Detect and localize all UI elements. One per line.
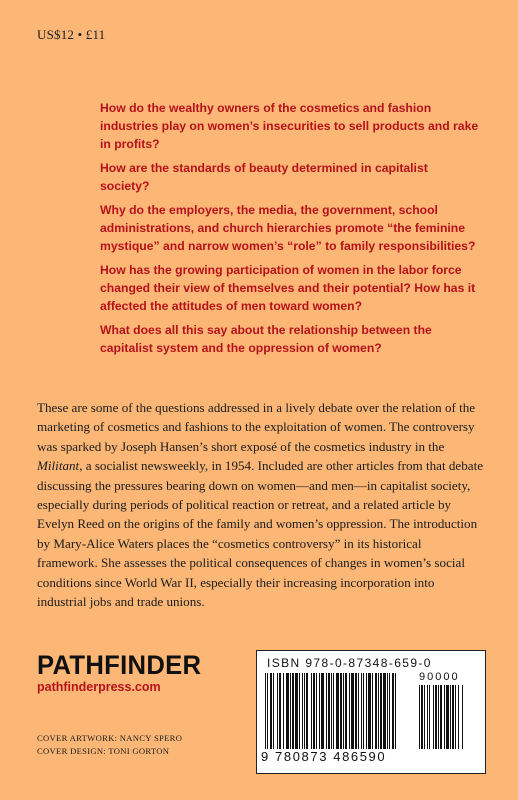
isbn-barcode: [256, 650, 486, 774]
barcode-bar: [427, 685, 428, 749]
barcode-bar: [372, 673, 373, 749]
publisher-logo: [37, 651, 210, 694]
barcode-bar: [313, 673, 315, 749]
barcode-bar: [290, 673, 291, 749]
barcode-bar: [363, 673, 364, 749]
barcode-bar: [421, 685, 423, 749]
question-item: How do the wealthy owners of the cosmetics and fashion industries play on women’s insecurities to sell products and rake in profits?: [100, 101, 479, 151]
barcode-bar: [392, 673, 394, 749]
barcode-bar: [340, 673, 342, 749]
description-text: [37, 398, 485, 611]
price-label: US$12 • £11: [37, 27, 106, 42]
barcode-bar: [452, 685, 454, 749]
barcode-bar: [395, 673, 396, 749]
barcode-bar: [295, 673, 298, 749]
barcode-bar: [299, 673, 300, 749]
barcode-bar: [419, 685, 420, 749]
barcode-bar: [358, 673, 359, 749]
barcode-bar: [336, 673, 339, 749]
barcode-bar: [380, 673, 382, 749]
barcode-bar: [366, 673, 367, 749]
barcode-bar: [378, 673, 379, 749]
barcode-bar: [286, 673, 289, 749]
description-part-2: , a socialist newsweekly, in 1954. Included are other articles from that debate discussing the pressures bearing down on women—and men—in capitalist society, especially during periods of political reaction or retreat, and a related article by Evelyn Reed on the origins of the family and women’s oppression. The introduction by Mary-Alice Waters places the “cosmetics controversy” in its historical framework. She assesses the political consequences of changes in women’s social conditions since World War II, especially their increasing incorporation into industrial jobs and trade unions.: [37, 458, 484, 610]
barcode-bar: [343, 673, 344, 749]
barcode-bar: [349, 673, 350, 749]
barcode-bar: [302, 673, 303, 749]
barcode-bar: [462, 685, 463, 749]
barcode-bar: [435, 685, 437, 749]
barcode-bar: [270, 673, 272, 749]
barcode-bar: [316, 673, 317, 749]
question-item: What does all this say about the relationship between the capitalist system and the oppression of women?: [100, 323, 432, 355]
barcode-bar: [306, 673, 308, 749]
barcode-bar: [387, 673, 388, 749]
publisher-name: PATHFINDER: [37, 650, 202, 680]
addon-code: 90000: [419, 671, 460, 683]
barcode-bar: [389, 673, 390, 749]
barcode-bar: [292, 673, 294, 749]
barcode-bar: [331, 673, 332, 749]
barcode-bar: [450, 685, 451, 749]
barcode-bar: [328, 673, 330, 749]
description-part-1: These are some of the questions addressed in a lively debate over the relation of the marketing of cosmetics and fashions to the exploitation of women. The controversy was sparked by Joseph Hansen’s short exposé of the cosmetics industry in the: [37, 400, 476, 454]
barcode-bar: [440, 685, 442, 749]
barcode-bar: [361, 673, 362, 749]
barcode-bar: [351, 673, 354, 749]
cover-credits: [37, 732, 182, 757]
barcode-bar: [273, 673, 274, 749]
question-item: Why do the employers, the media, the government, school administrations, and church hierarchies promote “the feminine mystique” and narrow women’s “role” to family responsibilities?: [100, 203, 476, 253]
barcode-digits: 9 780873 486590: [261, 749, 387, 764]
barcode-bar: [283, 673, 284, 749]
isbn-label: ISBN 978-0-87348-659-0: [267, 656, 432, 670]
barcode-bar: [279, 673, 281, 749]
barcode-bar: [424, 685, 425, 749]
barcode-bar: [321, 673, 324, 749]
question-item: How has the growing participation of women in the labor force changed their view of themselves and their potential? How has it affected the attitudes of men toward women?: [100, 263, 476, 313]
barcode-bar: [375, 673, 377, 749]
questions-list: [100, 99, 480, 363]
barcode-bar: [333, 673, 334, 749]
barcode-bar: [455, 685, 456, 749]
barcode-bar: [429, 685, 430, 749]
barcode-bar: [277, 673, 278, 749]
publisher-url: pathfinderpress.com: [37, 680, 161, 694]
barcode-bar: [267, 673, 268, 749]
design-credit: COVER DESIGN: TONI GORTON: [37, 745, 170, 756]
barcode-bar: [311, 673, 312, 749]
barcode-bar: [433, 685, 434, 749]
newspaper-title: Militant: [37, 458, 80, 474]
barcode-bar: [438, 685, 439, 749]
barcode-bar: [345, 673, 347, 749]
barcode-bar: [383, 673, 386, 749]
barcode-bar: [319, 673, 320, 749]
barcode-bar: [355, 673, 357, 749]
barcode-bar: [304, 673, 305, 749]
addon-barcode-bars: [419, 685, 475, 749]
barcode-bar: [446, 685, 449, 749]
barcode-bar: [326, 673, 327, 749]
barcode-bar: [444, 685, 445, 749]
barcode-bar: [368, 673, 371, 749]
ean-barcode-bars: [265, 673, 415, 749]
question-item: How are the standards of beauty determined in capitalist society?: [100, 161, 428, 193]
artwork-credit: COVER ARTWORK: NANCY SPERO: [37, 733, 183, 743]
barcode-bar: [265, 673, 266, 749]
barcode-bar: [458, 685, 459, 749]
